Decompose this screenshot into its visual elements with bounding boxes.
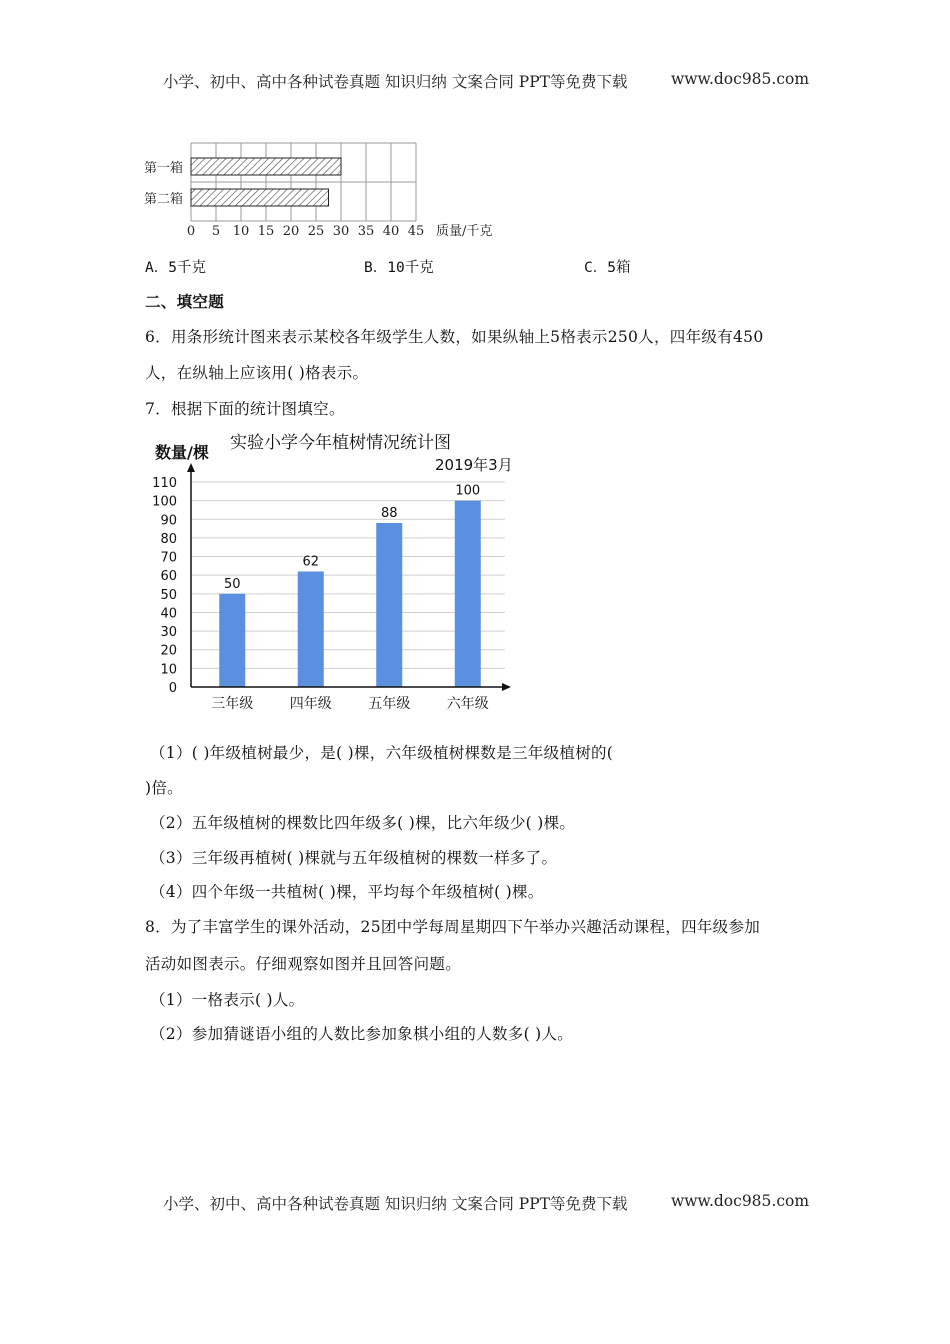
q7-sub1-line1: （1）( )年级植树最少，是( )棵，六年级植树棵数是三年级植树的( <box>150 744 614 762</box>
bar-六年级 <box>455 501 481 687</box>
q8-line1: 8．为了丰富学生的课外活动，25团中学每周星期四下午举办兴趣活动课程，四年级参加 <box>145 918 761 936</box>
option-b: B．10千克 <box>364 260 434 276</box>
x-tick-label: 25 <box>307 224 325 239</box>
y-tick-label: 40 <box>160 606 177 622</box>
category-label: 六年级 <box>446 696 489 712</box>
x-tick-label: 10 <box>232 224 250 239</box>
y-tick-label: 110 <box>152 476 177 491</box>
x-tick-label: 20 <box>282 224 300 239</box>
y-tick-label: 90 <box>160 513 177 529</box>
category-label: 第二箱 <box>144 192 184 207</box>
q7-sub2: （2）五年级植树的棵数比四年级多( )棵，比六年级少( )棵。 <box>150 814 576 832</box>
q6-line1: 6．用条形统计图来表示某校各年级学生人数，如果纵轴上5格表示250人，四年级有450 <box>145 328 764 346</box>
x-tick-label: 15 <box>257 224 275 239</box>
bar-2 <box>191 189 329 206</box>
bar-value-label: 62 <box>302 554 320 570</box>
chart-date: 2019年3月 <box>435 456 513 474</box>
category-label: 第一箱 <box>144 161 184 176</box>
bar-五年级 <box>376 523 402 687</box>
bar-value-label: 88 <box>380 506 398 521</box>
q8-sub2: （2）参加猜谜语小组的人数比参加象棋小组的人数多( )人。 <box>150 1025 574 1043</box>
x-tick-label: 35 <box>357 224 375 239</box>
header-text: 小学、初中、高中各种试卷真题 知识归纳 文案合同 PPT等免费下载 <box>163 73 628 91</box>
q7-sub4: （4）四个年级一共植树( )棵，平均每个年级植树( )棵。 <box>150 883 544 901</box>
x-tick-label: 0 <box>186 224 196 239</box>
y-tick-label: 100 <box>152 494 177 510</box>
y-axis-arrow <box>187 463 195 472</box>
x-tick-label: 40 <box>382 224 400 239</box>
category-label: 五年级 <box>368 696 411 712</box>
bar-四年级 <box>298 571 324 687</box>
q7-intro: 7．根据下面的统计图填空。 <box>145 400 345 418</box>
category-label: 四年级 <box>289 696 332 712</box>
x-tick-label: 5 <box>211 224 221 239</box>
option-c: C．5箱 <box>584 260 631 276</box>
chart-grid <box>191 143 416 221</box>
y-tick-label: 30 <box>160 625 177 641</box>
bar-三年级 <box>219 594 245 687</box>
option-a: A．5千克 <box>145 260 206 276</box>
chart-title: 实验小学今年植树情况统计图 <box>230 433 451 453</box>
y-tick-label: 80 <box>160 531 177 547</box>
footer-text: 小学、初中、高中各种试卷真题 知识归纳 文案合同 PPT等免费下载 <box>163 1195 628 1213</box>
box-weight-chart <box>140 138 520 246</box>
section-title: 二、填空题 <box>145 292 225 311</box>
q7-sub3: （3）三年级再植树( )棵就与五年级植树的棵数一样多了。 <box>150 849 558 867</box>
header-url: www.doc985.com <box>671 70 810 88</box>
y-tick-label: 10 <box>160 662 177 678</box>
x-tick-label: 30 <box>332 224 350 239</box>
bar-value-label: 50 <box>223 576 241 592</box>
y-tick-label: 60 <box>160 569 177 585</box>
q6-line2: 人，在纵轴上应该用( )格表示。 <box>145 364 369 382</box>
category-label: 三年级 <box>211 696 254 712</box>
bar-value-label: 100 <box>455 483 481 499</box>
x-axis-arrow <box>502 683 511 691</box>
q7-sub1-line2: )倍。 <box>145 779 183 797</box>
q8-line2: 活动如图表示。仔细观察如图并且回答问题。 <box>145 955 462 973</box>
y-tick-label: 0 <box>168 681 177 696</box>
y-tick-label: 20 <box>160 643 177 659</box>
x-axis-label: 质量/千克 <box>436 224 493 239</box>
y-tick-label: 70 <box>160 550 177 566</box>
tree-planting-chart <box>145 425 525 725</box>
x-tick-label: 45 <box>407 224 425 239</box>
y-axis-label: 数量/棵 <box>155 443 209 462</box>
bar-1 <box>191 158 341 175</box>
footer-url: www.doc985.com <box>671 1192 810 1210</box>
y-tick-label: 50 <box>160 587 177 603</box>
q8-sub1: （1）一格表示( )人。 <box>150 991 305 1009</box>
